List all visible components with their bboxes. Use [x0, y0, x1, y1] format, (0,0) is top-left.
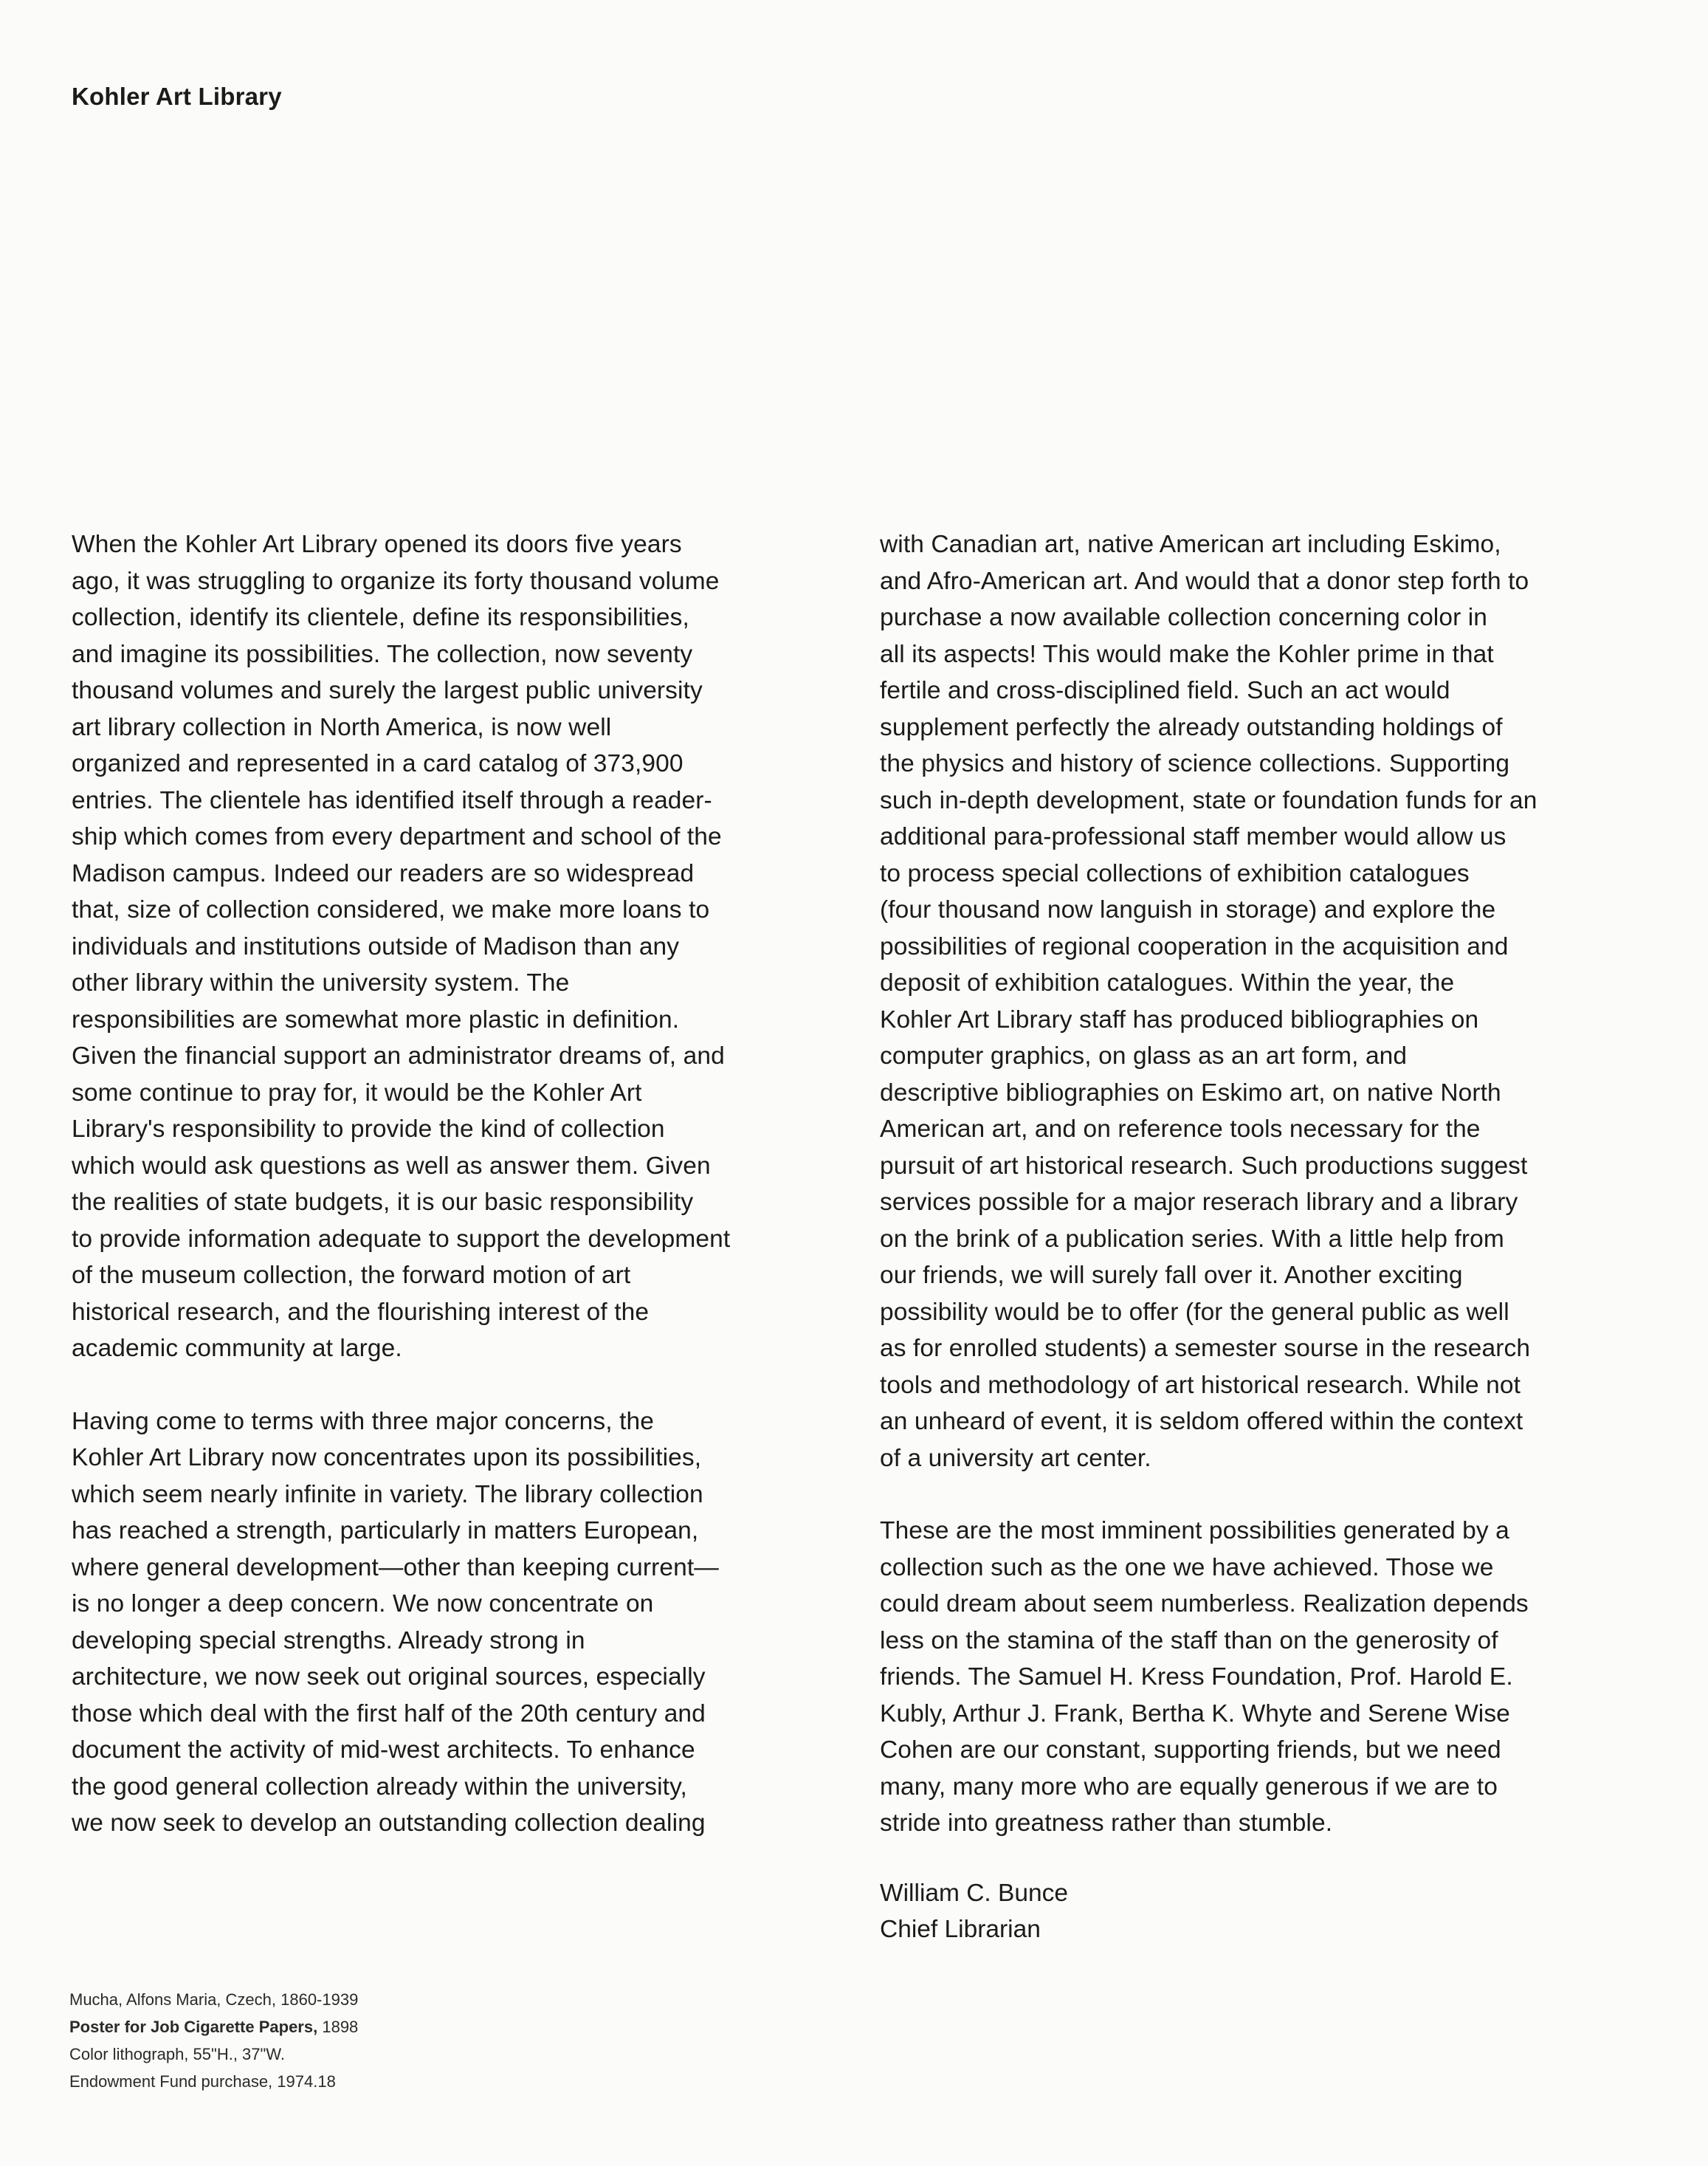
text-line: possibilities of regional cooperation in the acquisition and: [880, 932, 1509, 960]
text-line: we now seek to develop an outstanding collection dealing: [72, 1809, 706, 1837]
text-line: Given the financial support an administrator dreams of, and: [72, 1042, 725, 1070]
left-paragraph-1: [72, 526, 861, 1367]
text-line: possibility would be to offer (for the general public as well: [880, 1298, 1509, 1326]
text-line: such in-depth development, state or foundation funds for an: [880, 786, 1537, 814]
text-line: collection, identify its clientele, define its responsibilities,: [72, 604, 689, 631]
page-title: Kohler Art Library: [72, 83, 282, 110]
text-line: all its aspects! This would make the Kohler prime in that: [880, 640, 1494, 668]
caption-title-line: [69, 2013, 358, 2040]
text-line: other library within the university system. The: [72, 969, 570, 997]
text-line: our friends, we will surely fall over it. Another exciting: [880, 1262, 1463, 1289]
right-paragraph-2: [880, 1513, 1670, 1842]
text-line: pursuit of art historical research. Such productions suggest: [880, 1152, 1528, 1180]
text-line: to process special collections of exhibition catalogues: [880, 859, 1470, 887]
text-line: Kohler Art Library staff has produced bibliographies on: [880, 1005, 1479, 1034]
signature-block: [880, 1875, 1670, 1948]
left-column: [72, 526, 861, 1842]
text-line: academic community at large.: [72, 1335, 402, 1362]
text-line: with Canadian art, native American art including Eskimo,: [880, 531, 1501, 558]
text-line: These are the most imminent possibilities generated by a: [880, 1517, 1509, 1544]
text-line: Having come to terms with three major concerns, the: [72, 1407, 654, 1435]
right-paragraph-1: [880, 526, 1670, 1476]
text-line: ship which comes from every department and school of the: [72, 823, 722, 850]
text-line: the good general collection already within the university,: [72, 1773, 687, 1801]
text-line: of the museum collection, the forward motion of art: [72, 1262, 631, 1289]
text-line: that, size of collection considered, we make more loans to: [72, 896, 710, 924]
text-line: entries. The clientele has identified itself through a reader-: [72, 786, 712, 814]
text-line: as for enrolled students) a semester sourse in the research: [880, 1335, 1531, 1362]
text-line: Cohen are our constant, supporting friends, but we need: [880, 1736, 1501, 1764]
text-line: where general development—other than keeping current—: [72, 1553, 719, 1581]
text-line: supplement perfectly the already outstanding holdings of: [880, 713, 1503, 741]
text-line: many, many more who are equally generous if we are to: [880, 1773, 1498, 1801]
text-line: developing special strengths. Already strong in: [72, 1626, 585, 1654]
text-line: and Afro-American art. And would that a donor step forth to: [880, 567, 1529, 595]
text-line: organized and represented in a card catalog of 373,900: [72, 750, 683, 777]
text-line: and imagine its possibilities. The collection, now seventy: [72, 640, 693, 668]
text-line: to provide information adequate to support the development: [72, 1225, 731, 1253]
text-line: the realities of state budgets, it is our basic responsibility: [72, 1189, 694, 1216]
left-paragraph-2: [72, 1403, 861, 1842]
text-line: thousand volumes and surely the largest public university: [72, 677, 703, 704]
text-line: additional para-professional staff member would allow us: [880, 823, 1506, 850]
text-line: could dream about seem numberless. Realization depends: [880, 1590, 1529, 1617]
text-line: which would ask questions as well as answer them. Given: [72, 1152, 711, 1180]
text-line: responsibilities are somewhat more plastic in definition.: [72, 1005, 680, 1034]
text-line: art library collection in North America, is now well: [72, 713, 612, 741]
caption-credit: Endowment Fund purchase, 1974.18: [69, 2072, 336, 2091]
text-line: on the brink of a publication series. With a little help from: [880, 1225, 1504, 1253]
text-line: fertile and cross-disciplined field. Such an act would: [880, 677, 1450, 704]
right-column: [880, 526, 1670, 1948]
text-line: individuals and institutions outside of Madison than any: [72, 932, 680, 960]
signature-name: William C. Bunce: [880, 1879, 1069, 1907]
text-line: American art, and on reference tools necessary for the: [880, 1115, 1481, 1143]
text-line: historical research, and the flourishing interest of the: [72, 1298, 650, 1326]
text-line: friends. The Samuel H. Kress Foundation, Prof. Harold E.: [880, 1663, 1513, 1691]
text-line: is no longer a deep concern. We now concentrate on: [72, 1590, 654, 1617]
text-line: some continue to pray for, it would be the Kohler Art: [72, 1079, 642, 1107]
text-line: which seem nearly infinite in variety. The library collection: [72, 1480, 703, 1508]
text-line: less on the stamina of the staff than on the generosity of: [880, 1626, 1498, 1654]
text-line: stride into greatness rather than stumble.: [880, 1809, 1333, 1837]
text-line: computer graphics, on glass as an art form, and: [880, 1042, 1408, 1070]
text-line: architecture, we now seek out original sources, especially: [72, 1663, 706, 1691]
caption-work-year: 1898: [322, 2018, 359, 2036]
text-line: an unheard of event, it is seldom offered within the context: [880, 1408, 1523, 1435]
text-line: of a university art center.: [880, 1444, 1151, 1472]
text-line: Madison campus. Indeed our readers are so widespread: [72, 859, 695, 887]
text-line: services possible for a major reserach library and a library: [880, 1189, 1518, 1216]
signature-title: Chief Librarian: [880, 1916, 1041, 1943]
text-line: When the Kohler Art Library opened its doors five years: [72, 531, 682, 558]
text-line: those which deal with the first half of the 20th century and: [72, 1699, 706, 1727]
text-line: Kubly, Arthur J. Frank, Bertha K. Whyte and Serene Wise: [880, 1699, 1510, 1727]
caption-artist: Mucha, Alfons Maria, Czech, 1860-1939: [69, 1990, 359, 2009]
text-line: Kohler Art Library now concentrates upon its possibilities,: [72, 1444, 702, 1471]
artwork-caption: [69, 1986, 358, 2095]
caption-medium: Color lithograph, 55"H., 37"W.: [69, 2045, 285, 2063]
text-line: document the activity of mid-west architects. To enhance: [72, 1736, 695, 1764]
text-line: tools and methodology of art historical research. While not: [880, 1371, 1521, 1399]
text-line: (four thousand now languish in storage) and explore the: [880, 896, 1496, 924]
text-line: Library's responsibility to provide the kind of collection: [72, 1115, 665, 1143]
text-line: collection such as the one we have achieved. Those we: [880, 1553, 1494, 1581]
caption-work-title: Poster for Job Cigarette Papers,: [69, 2018, 318, 2036]
text-line: deposit of exhibition catalogues. Within the year, the: [880, 969, 1455, 997]
text-line: descriptive bibliographies on Eskimo art, on native North: [880, 1079, 1501, 1107]
text-line: ago, it was struggling to organize its forty thousand volume: [72, 567, 720, 595]
text-line: has reached a strength, particularly in matters European,: [72, 1517, 699, 1544]
text-line: purchase a now available collection concerning color in: [880, 604, 1488, 631]
text-line: the physics and history of science collections. Supporting: [880, 750, 1510, 777]
